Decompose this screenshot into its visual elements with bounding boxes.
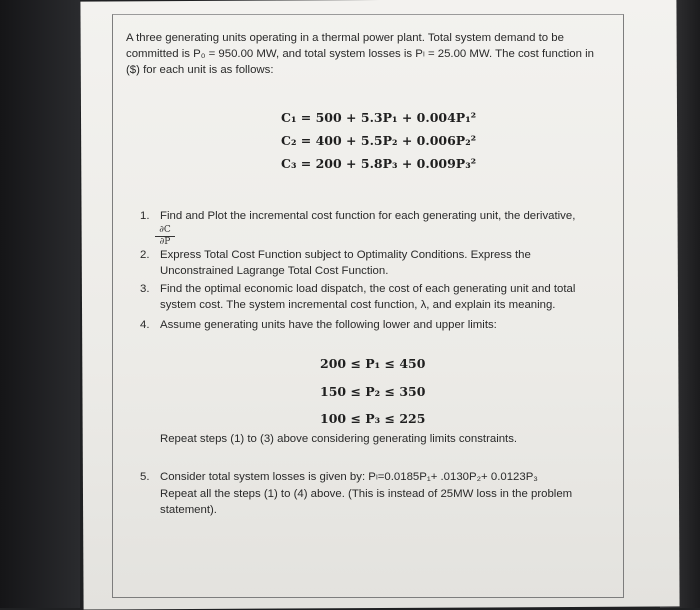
question-text: Express Total Cost Function subject to Optimality Conditions. Express the Unconstrained Lagrange Total Cost Function. <box>160 249 531 277</box>
derivative-fraction <box>155 226 175 247</box>
problem-intro: A three generating units operating in a thermal power plant. Total system demand to be committed is P₀ = 950.00 MW, and total system losses is Pₗ = 25.00 MW. The cost function in ($) for each unit is as follows: <box>126 32 594 76</box>
fraction-numerator: ∂C <box>159 225 171 235</box>
question-text: Find the optimal economic load dispatch, the cost of each generating unit and total system cost. The system incremental cost function, λ, and explain its meaning. <box>160 283 576 311</box>
question-text: Find and Plot the incremental cost function for each generating unit, the derivative, <box>160 210 576 222</box>
question-number: 3. <box>140 283 150 295</box>
limit-unit-1: 200 ≤ P₁ ≤ 450 <box>320 356 426 371</box>
cost-equation-2: C₂ = 400 + 5.5P₂ + 0.006P₂² <box>281 133 477 148</box>
cost-equation-1: C₁ = 500 + 5.3P₁ + 0.004P₁² <box>281 110 477 125</box>
question-text-line-1: Consider total system losses is given by: Pₗ=0.0185P₁+ .0130P₂+ 0.0123P₃ <box>160 471 538 483</box>
question-5 <box>140 470 620 530</box>
limit-unit-2: 150 ≤ P₂ ≤ 350 <box>320 384 426 399</box>
question-text: Assume generating units have the following lower and upper limits: <box>160 319 497 331</box>
question-number: 2. <box>140 249 150 261</box>
fraction-denominator: ∂P <box>159 237 171 247</box>
background-left <box>0 0 80 608</box>
question-text-line-2: Repeat all the steps (1) to (4) above. (This is instead of 25MW loss in the problem statement). <box>160 488 573 516</box>
question-1 <box>140 209 610 229</box>
limit-unit-3: 100 ≤ P₃ ≤ 225 <box>320 411 426 426</box>
question-3 <box>140 282 610 314</box>
question-4 <box>140 318 610 334</box>
question-2 <box>140 248 610 280</box>
question-number: 4. <box>140 319 150 331</box>
question-number: 1. <box>140 210 150 222</box>
repeat-instruction: Repeat steps (1) to (3) above considering generating limits constraints. <box>160 433 518 445</box>
cost-equation-3: C₃ = 200 + 5.8P₃ + 0.009P₃² <box>281 156 477 171</box>
question-number: 5. <box>140 471 150 483</box>
